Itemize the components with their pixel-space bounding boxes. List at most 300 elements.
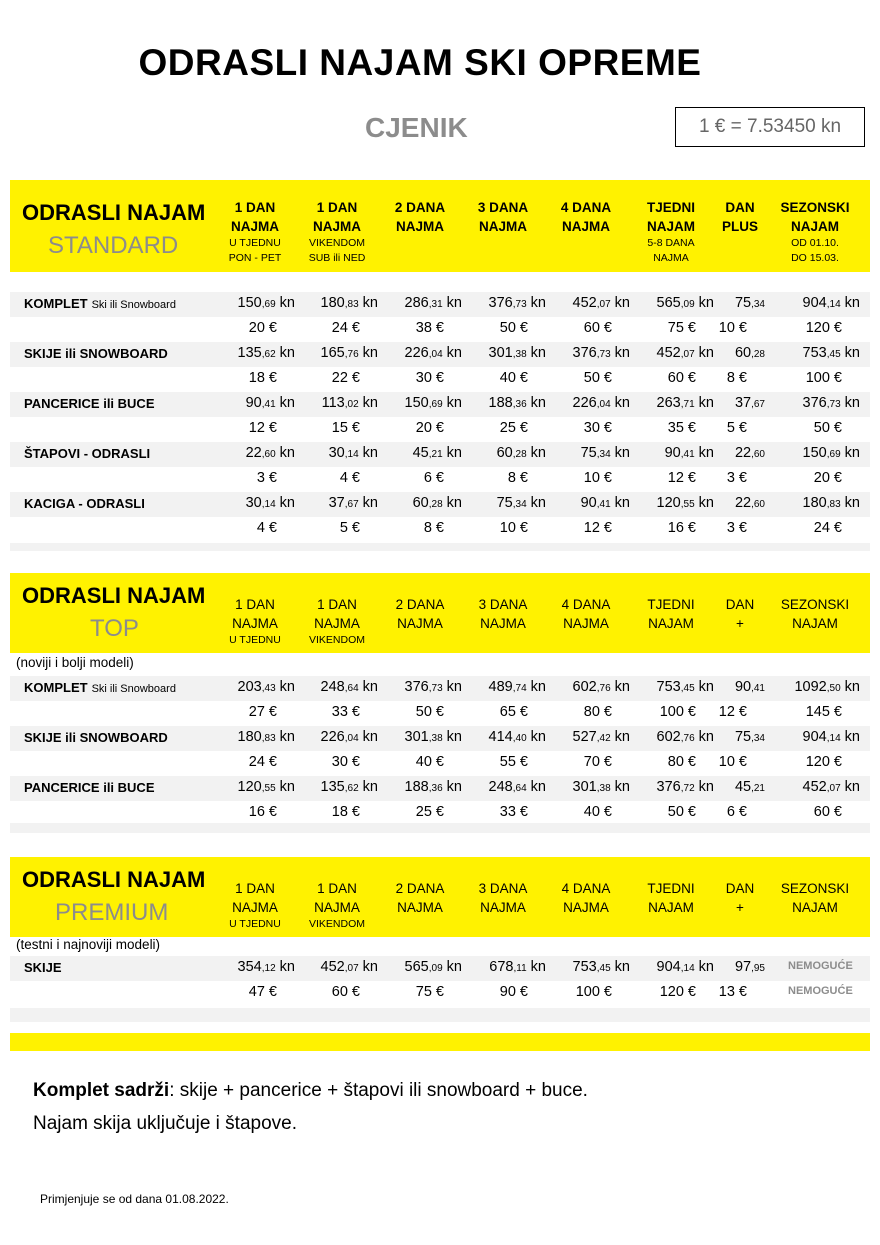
price-kn-dec: ,60 bbox=[261, 449, 276, 460]
row-label-text: SKIJE ili SNOWBOARD bbox=[24, 730, 168, 745]
price-eur: 18 € bbox=[248, 370, 277, 386]
price-kn-dec: ,28 bbox=[751, 349, 765, 360]
price-kn bbox=[322, 395, 378, 411]
price-eur: 16 € bbox=[248, 804, 277, 820]
price-kn-unit: kn bbox=[840, 345, 860, 361]
price-kn-unit: kn bbox=[358, 959, 378, 975]
price-kn bbox=[321, 295, 378, 311]
price-kn-int: 226 bbox=[404, 345, 429, 361]
price-kn-unit: kn bbox=[442, 445, 462, 461]
price-kn-dec: ,62 bbox=[344, 783, 359, 794]
price-kn-int: 165 bbox=[320, 345, 345, 361]
section-title: ODRASLI NAJAM bbox=[22, 583, 206, 608]
price-kn-dec: ,41 bbox=[596, 499, 611, 510]
price-kn-dec: ,09 bbox=[428, 963, 443, 974]
price-kn-int: 452 bbox=[572, 295, 597, 311]
footer-note: Najam skija uključuje i štapove. bbox=[33, 1113, 298, 1134]
column-header-sub: DO 15.03. bbox=[791, 252, 839, 264]
column-header-line: 3 DANA bbox=[478, 881, 528, 896]
column-header-line: NAJMA bbox=[397, 616, 443, 631]
column-header bbox=[213, 595, 297, 648]
price-kn bbox=[405, 679, 462, 695]
column-header bbox=[295, 595, 379, 648]
price-kn-int: 376 bbox=[488, 295, 513, 311]
price-kn-unit: kn bbox=[840, 445, 860, 461]
column-header-line: DAN bbox=[725, 200, 755, 215]
price-kn-unit: kn bbox=[358, 295, 378, 311]
price-kn-dec: ,73 bbox=[826, 399, 841, 410]
column-header-line: 1 DAN bbox=[235, 597, 275, 612]
column-header-line: TJEDNI bbox=[647, 597, 695, 612]
price-kn-int: 45 bbox=[412, 445, 429, 461]
price-kn-dec: ,45 bbox=[826, 349, 841, 360]
price-kn bbox=[735, 679, 765, 695]
price-kn-unit: kn bbox=[358, 445, 378, 461]
price-eur: 24 € bbox=[813, 520, 842, 536]
price-kn-dec: ,11 bbox=[513, 963, 527, 974]
price-kn-unit: kn bbox=[526, 779, 546, 795]
price-kn-int: 22 bbox=[734, 495, 752, 511]
price-kn-unit: kn bbox=[526, 495, 546, 511]
price-kn-unit: kn bbox=[610, 495, 630, 511]
price-kn-unit: kn bbox=[358, 729, 378, 745]
price-eur: 47 € bbox=[248, 984, 277, 1000]
price-kn-int: 150 bbox=[802, 445, 827, 461]
column-header-line: 1 DAN bbox=[235, 881, 275, 896]
price-kn bbox=[489, 779, 546, 795]
price-kn-unit: kn bbox=[442, 495, 462, 511]
price-kn-dec: ,67 bbox=[751, 399, 765, 410]
price-eur: 100 € bbox=[659, 704, 696, 720]
price-kn-unit: kn bbox=[442, 345, 462, 361]
price-eur: 30 € bbox=[331, 754, 360, 770]
price-kn-int: 904 bbox=[802, 295, 827, 311]
table-row bbox=[10, 751, 870, 776]
price-kn-unit: kn bbox=[610, 395, 630, 411]
price-kn-int: 452 bbox=[320, 959, 345, 975]
price-eur: 12 € bbox=[667, 470, 696, 486]
price-kn bbox=[489, 395, 546, 411]
section-standard bbox=[10, 180, 870, 272]
price-kn bbox=[803, 495, 860, 511]
price-kn-int: 60 bbox=[412, 495, 429, 511]
price-kn-int: 286 bbox=[404, 295, 429, 311]
price-kn-unit: kn bbox=[694, 445, 714, 461]
price-kn-unit: kn bbox=[275, 779, 295, 795]
price-kn-unit: kn bbox=[840, 295, 860, 311]
row-label bbox=[24, 730, 168, 745]
price-kn-int: 113 bbox=[321, 395, 345, 411]
price-kn bbox=[405, 729, 462, 745]
price-kn-int: 904 bbox=[802, 729, 827, 745]
price-eur: 24 € bbox=[331, 320, 360, 336]
table-row bbox=[10, 492, 870, 517]
column-header-sub: VIKENDOM bbox=[308, 918, 365, 930]
price-kn bbox=[489, 679, 546, 695]
price-kn bbox=[489, 345, 546, 361]
row-label-text: SKIJE ili SNOWBOARD bbox=[24, 346, 168, 361]
price-kn-unit: kn bbox=[275, 959, 295, 975]
price-kn-dec: ,14 bbox=[261, 499, 276, 510]
price-kn bbox=[657, 679, 714, 695]
column-header-line: 1 DAN bbox=[316, 200, 358, 215]
price-kn bbox=[329, 445, 378, 461]
price-kn-int: 150 bbox=[404, 395, 429, 411]
column-header bbox=[378, 198, 462, 236]
price-kn-unit: kn bbox=[442, 679, 462, 695]
price-kn bbox=[803, 345, 860, 361]
price-kn-int: 376 bbox=[802, 395, 827, 411]
price-eur: 3 € bbox=[726, 520, 747, 536]
column-header-line: NAJMA bbox=[232, 900, 278, 915]
column-header-line: 2 DANA bbox=[395, 881, 445, 896]
price-eur: 33 € bbox=[499, 804, 528, 820]
price-kn-unit: kn bbox=[694, 959, 714, 975]
price-kn-int: 414 bbox=[488, 729, 513, 745]
price-kn-dec: ,69 bbox=[428, 399, 443, 410]
price-kn-int: 37 bbox=[328, 495, 345, 511]
price-kn-unit: kn bbox=[442, 959, 462, 975]
price-kn-dec: ,42 bbox=[596, 733, 611, 744]
table-row bbox=[10, 367, 870, 392]
price-eur: 60 € bbox=[667, 370, 696, 386]
column-header-line: DAN bbox=[725, 597, 755, 612]
price-kn-unit: kn bbox=[275, 295, 295, 311]
price-kn-int: 30 bbox=[245, 495, 262, 511]
price-kn-int: 376 bbox=[404, 679, 429, 695]
column-header bbox=[213, 198, 297, 266]
price-kn-int: 527 bbox=[572, 729, 597, 745]
price-kn bbox=[573, 729, 630, 745]
column-header-line: SEZONSKI bbox=[780, 597, 850, 612]
price-eur: 90 € bbox=[499, 984, 528, 1000]
price-kn-int: 301 bbox=[488, 345, 513, 361]
price-eur: 10 € bbox=[718, 320, 747, 336]
standard-band bbox=[10, 543, 870, 551]
column-header-sub: VIKENDOM bbox=[308, 237, 365, 249]
row-label-text: SKIJE bbox=[24, 960, 62, 975]
table-row bbox=[10, 676, 870, 701]
price-kn-dec: ,50 bbox=[826, 683, 841, 694]
price-kn-unit: kn bbox=[610, 445, 630, 461]
price-kn-unit: kn bbox=[694, 679, 714, 695]
price-kn-dec: ,83 bbox=[344, 299, 359, 310]
price-kn-int: 120 bbox=[237, 779, 262, 795]
yellow-band bbox=[10, 1033, 870, 1051]
price-kn-dec: ,60 bbox=[751, 449, 765, 460]
price-kn bbox=[803, 779, 860, 795]
price-eur: 8 € bbox=[726, 370, 747, 386]
column-header-line: NAJMA bbox=[480, 900, 526, 915]
price-kn bbox=[657, 395, 714, 411]
price-eur: 80 € bbox=[583, 704, 612, 720]
price-kn-unit: kn bbox=[526, 445, 546, 461]
price-kn-int: 75 bbox=[496, 495, 513, 511]
valid-from: Primjenjuje se od dana 01.08.2022. bbox=[40, 1192, 229, 1206]
price-eur: 25 € bbox=[415, 804, 444, 820]
column-header-sub: SUB ili NED bbox=[308, 252, 366, 264]
table-row bbox=[10, 417, 870, 442]
price-kn bbox=[321, 679, 378, 695]
price-kn-int: 45 bbox=[734, 779, 752, 795]
column-header-line: + bbox=[736, 616, 744, 631]
column-header bbox=[295, 198, 379, 266]
price-kn-unit: kn bbox=[442, 729, 462, 745]
price-eur: 12 € bbox=[583, 520, 612, 536]
table-row bbox=[10, 956, 870, 981]
price-kn-int: 376 bbox=[656, 779, 681, 795]
price-kn-dec: ,14 bbox=[344, 449, 359, 460]
column-header bbox=[773, 198, 857, 266]
price-kn-unit: kn bbox=[610, 679, 630, 695]
price-kn bbox=[329, 495, 378, 511]
column-header-line: NAJMA bbox=[397, 900, 443, 915]
footer-contents-rest: : skije + pancerice + štapovi ili snowboard + buce. bbox=[169, 1080, 588, 1101]
price-kn-int: 753 bbox=[656, 679, 681, 695]
table-row bbox=[10, 776, 870, 801]
table-row bbox=[10, 292, 870, 317]
price-eur: 4 € bbox=[339, 470, 360, 486]
column-header-line: 4 DANA bbox=[561, 881, 611, 896]
price-kn-int: 60 bbox=[734, 345, 752, 361]
column-header bbox=[461, 879, 545, 917]
price-eur: 55 € bbox=[499, 754, 528, 770]
price-kn bbox=[246, 395, 295, 411]
price-kn-unit: kn bbox=[275, 679, 295, 695]
price-kn-dec: ,14 bbox=[826, 299, 841, 310]
price-kn bbox=[735, 345, 765, 361]
price-kn-unit: kn bbox=[840, 779, 860, 795]
price-kn-int: 904 bbox=[656, 959, 681, 975]
price-kn-int: 150 bbox=[237, 295, 262, 311]
price-kn bbox=[657, 729, 714, 745]
column-header-line: SEZONSKI bbox=[780, 881, 850, 896]
price-kn-int: 301 bbox=[404, 729, 429, 745]
price-eur: 30 € bbox=[415, 370, 444, 386]
column-header-line: NAJMA bbox=[563, 616, 609, 631]
price-kn-unit: kn bbox=[358, 345, 378, 361]
row-label bbox=[24, 960, 62, 975]
column-header-sub: U TJEDNU bbox=[229, 918, 281, 930]
section-top bbox=[10, 573, 870, 670]
price-kn-dec: ,38 bbox=[512, 349, 527, 360]
row-label-note: Ski ili Snowboard bbox=[91, 683, 176, 695]
price-kn-int: 75 bbox=[734, 295, 752, 311]
page-title: ODRASLI NAJAM SKI OPREME bbox=[138, 42, 702, 83]
premium-band bbox=[10, 1008, 870, 1022]
price-kn-unit: kn bbox=[694, 395, 714, 411]
price-kn-int: 90 bbox=[580, 495, 597, 511]
price-eur: 6 € bbox=[423, 470, 444, 486]
price-kn bbox=[573, 345, 630, 361]
price-kn-unit: kn bbox=[610, 345, 630, 361]
price-kn-dec: ,28 bbox=[512, 449, 527, 460]
price-kn-int: 602 bbox=[656, 729, 681, 745]
price-kn-int: 565 bbox=[656, 295, 681, 311]
price-kn-dec: ,07 bbox=[826, 783, 841, 794]
price-kn-unit: kn bbox=[442, 779, 462, 795]
column-header-line: NAJAM bbox=[792, 900, 838, 915]
price-kn-dec: ,76 bbox=[680, 733, 695, 744]
price-kn-int: 30 bbox=[328, 445, 345, 461]
price-eur: 10 € bbox=[718, 754, 747, 770]
price-eur: 5 € bbox=[339, 520, 360, 536]
price-kn bbox=[794, 679, 860, 695]
section-title: ODRASLI NAJAM bbox=[22, 867, 206, 892]
price-kn-int: 188 bbox=[404, 779, 429, 795]
price-kn-unit: kn bbox=[610, 295, 630, 311]
price-kn-dec: ,95 bbox=[751, 963, 765, 974]
price-kn-dec: ,67 bbox=[344, 499, 359, 510]
price-kn-dec: ,38 bbox=[428, 733, 443, 744]
section-subtitle: TOP bbox=[90, 615, 139, 642]
price-kn-int: 120 bbox=[656, 495, 681, 511]
column-header-line: NAJMA bbox=[314, 616, 360, 631]
price-eur: 50 € bbox=[499, 320, 528, 336]
price-kn-int: 602 bbox=[572, 679, 597, 695]
column-header-line: NAJAM bbox=[790, 219, 839, 234]
price-eur: 33 € bbox=[331, 704, 360, 720]
price-eur: 50 € bbox=[583, 370, 612, 386]
price-kn-int: 90 bbox=[245, 395, 262, 411]
price-kn-dec: ,41 bbox=[680, 449, 695, 460]
section-subtitle: STANDARD bbox=[48, 232, 179, 259]
row-label bbox=[24, 680, 176, 695]
price-kn-dec: ,36 bbox=[512, 399, 527, 410]
price-eur: 8 € bbox=[507, 470, 528, 486]
price-eur: 100 € bbox=[805, 370, 842, 386]
price-kn-unit: kn bbox=[840, 679, 860, 695]
price-kn bbox=[238, 779, 295, 795]
price-eur: 13 € bbox=[718, 984, 747, 1000]
price-kn-dec: ,02 bbox=[344, 399, 359, 410]
price-kn-dec: ,07 bbox=[680, 349, 695, 360]
column-header-line: 3 DANA bbox=[477, 200, 529, 215]
price-eur: 75 € bbox=[667, 320, 696, 336]
price-kn-dec: ,45 bbox=[596, 963, 611, 974]
row-label-text: ŠTAPOVI - ODRASLI bbox=[24, 446, 151, 461]
price-kn-unit: kn bbox=[275, 445, 295, 461]
price-kn-int: 90 bbox=[734, 679, 752, 695]
price-eur: 38 € bbox=[415, 320, 444, 336]
price-kn-unit: kn bbox=[275, 729, 295, 745]
price-kn-int: 226 bbox=[572, 395, 597, 411]
price-kn-unit: kn bbox=[526, 345, 546, 361]
price-kn-dec: ,34 bbox=[512, 499, 527, 510]
price-kn bbox=[735, 729, 765, 745]
price-kn-unit: kn bbox=[526, 679, 546, 695]
price-eur: 24 € bbox=[248, 754, 277, 770]
column-header-line: NAJMA bbox=[314, 900, 360, 915]
page-subtitle: CJENIK bbox=[365, 112, 468, 143]
price-kn bbox=[803, 395, 860, 411]
price-kn-int: 37 bbox=[734, 395, 752, 411]
price-kn bbox=[405, 295, 462, 311]
table-row bbox=[10, 517, 870, 542]
column-header-line: TJEDNI bbox=[647, 881, 695, 896]
price-kn-unit: kn bbox=[526, 729, 546, 745]
price-kn-int: 75 bbox=[734, 729, 752, 745]
footer-contents-bold: Komplet sadrži bbox=[33, 1080, 170, 1101]
section-header bbox=[10, 573, 870, 653]
price-kn-dec: ,69 bbox=[826, 449, 841, 460]
price-kn-unit: kn bbox=[840, 395, 860, 411]
column-header-line: NAJMA bbox=[230, 219, 279, 234]
price-eur: 40 € bbox=[415, 754, 444, 770]
price-kn bbox=[489, 729, 546, 745]
price-kn-int: 376 bbox=[572, 345, 597, 361]
column-header-line: PLUS bbox=[721, 219, 758, 234]
price-kn bbox=[573, 395, 630, 411]
price-kn-int: 354 bbox=[237, 959, 262, 975]
price-kn-dec: ,14 bbox=[680, 963, 695, 974]
price-eur: 15 € bbox=[331, 420, 360, 436]
price-kn-dec: ,34 bbox=[751, 299, 765, 310]
column-header-line: + bbox=[736, 900, 744, 915]
column-header-sub: PON - PET bbox=[228, 252, 282, 264]
price-kn bbox=[657, 495, 714, 511]
price-kn-int: 301 bbox=[572, 779, 597, 795]
price-kn-dec: ,41 bbox=[751, 683, 765, 694]
price-eur: 50 € bbox=[813, 420, 842, 436]
price-eur: 3 € bbox=[726, 470, 747, 486]
price-eur: 40 € bbox=[499, 370, 528, 386]
price-kn-int: 753 bbox=[802, 345, 827, 361]
column-header bbox=[544, 879, 628, 917]
column-header-line: NAJMA bbox=[478, 219, 527, 234]
price-eur: 12 € bbox=[718, 704, 747, 720]
column-header-line: 4 DANA bbox=[560, 200, 612, 215]
price-eur: 3 € bbox=[256, 470, 277, 486]
price-kn bbox=[497, 445, 546, 461]
price-kn bbox=[321, 779, 378, 795]
price-eur: 20 € bbox=[813, 470, 842, 486]
price-kn-unit: kn bbox=[694, 779, 714, 795]
price-kn bbox=[238, 295, 295, 311]
price-kn-int: 180 bbox=[802, 495, 827, 511]
price-kn-dec: ,04 bbox=[344, 733, 359, 744]
price-kn-int: 135 bbox=[237, 345, 262, 361]
price-kn-dec: ,34 bbox=[596, 449, 611, 460]
price-kn-int: 188 bbox=[488, 395, 513, 411]
column-header-line: NAJMA bbox=[563, 900, 609, 915]
price-kn-int: 1092 bbox=[794, 679, 827, 695]
table-row bbox=[10, 317, 870, 342]
column-header bbox=[698, 198, 782, 236]
price-kn bbox=[321, 729, 378, 745]
column-header bbox=[461, 198, 545, 236]
row-label bbox=[24, 396, 155, 411]
price-kn bbox=[238, 679, 295, 695]
table-row bbox=[10, 801, 870, 826]
price-eur: 12 € bbox=[248, 420, 277, 436]
price-kn-int: 22 bbox=[245, 445, 262, 461]
price-kn bbox=[573, 679, 630, 695]
price-kn-int: 248 bbox=[488, 779, 513, 795]
price-kn-dec: ,71 bbox=[680, 399, 695, 410]
price-kn-dec: ,55 bbox=[680, 499, 695, 510]
price-kn-dec: ,55 bbox=[261, 783, 276, 794]
price-kn-int: 180 bbox=[237, 729, 262, 745]
price-kn-dec: ,74 bbox=[512, 683, 527, 694]
price-kn-dec: ,04 bbox=[596, 399, 611, 410]
column-header-line: TJEDNI bbox=[646, 200, 695, 215]
column-header bbox=[213, 879, 297, 932]
not-available-label: NEMOGUĆE bbox=[788, 960, 853, 972]
price-kn bbox=[405, 395, 462, 411]
price-kn bbox=[413, 495, 462, 511]
price-kn bbox=[735, 395, 765, 411]
